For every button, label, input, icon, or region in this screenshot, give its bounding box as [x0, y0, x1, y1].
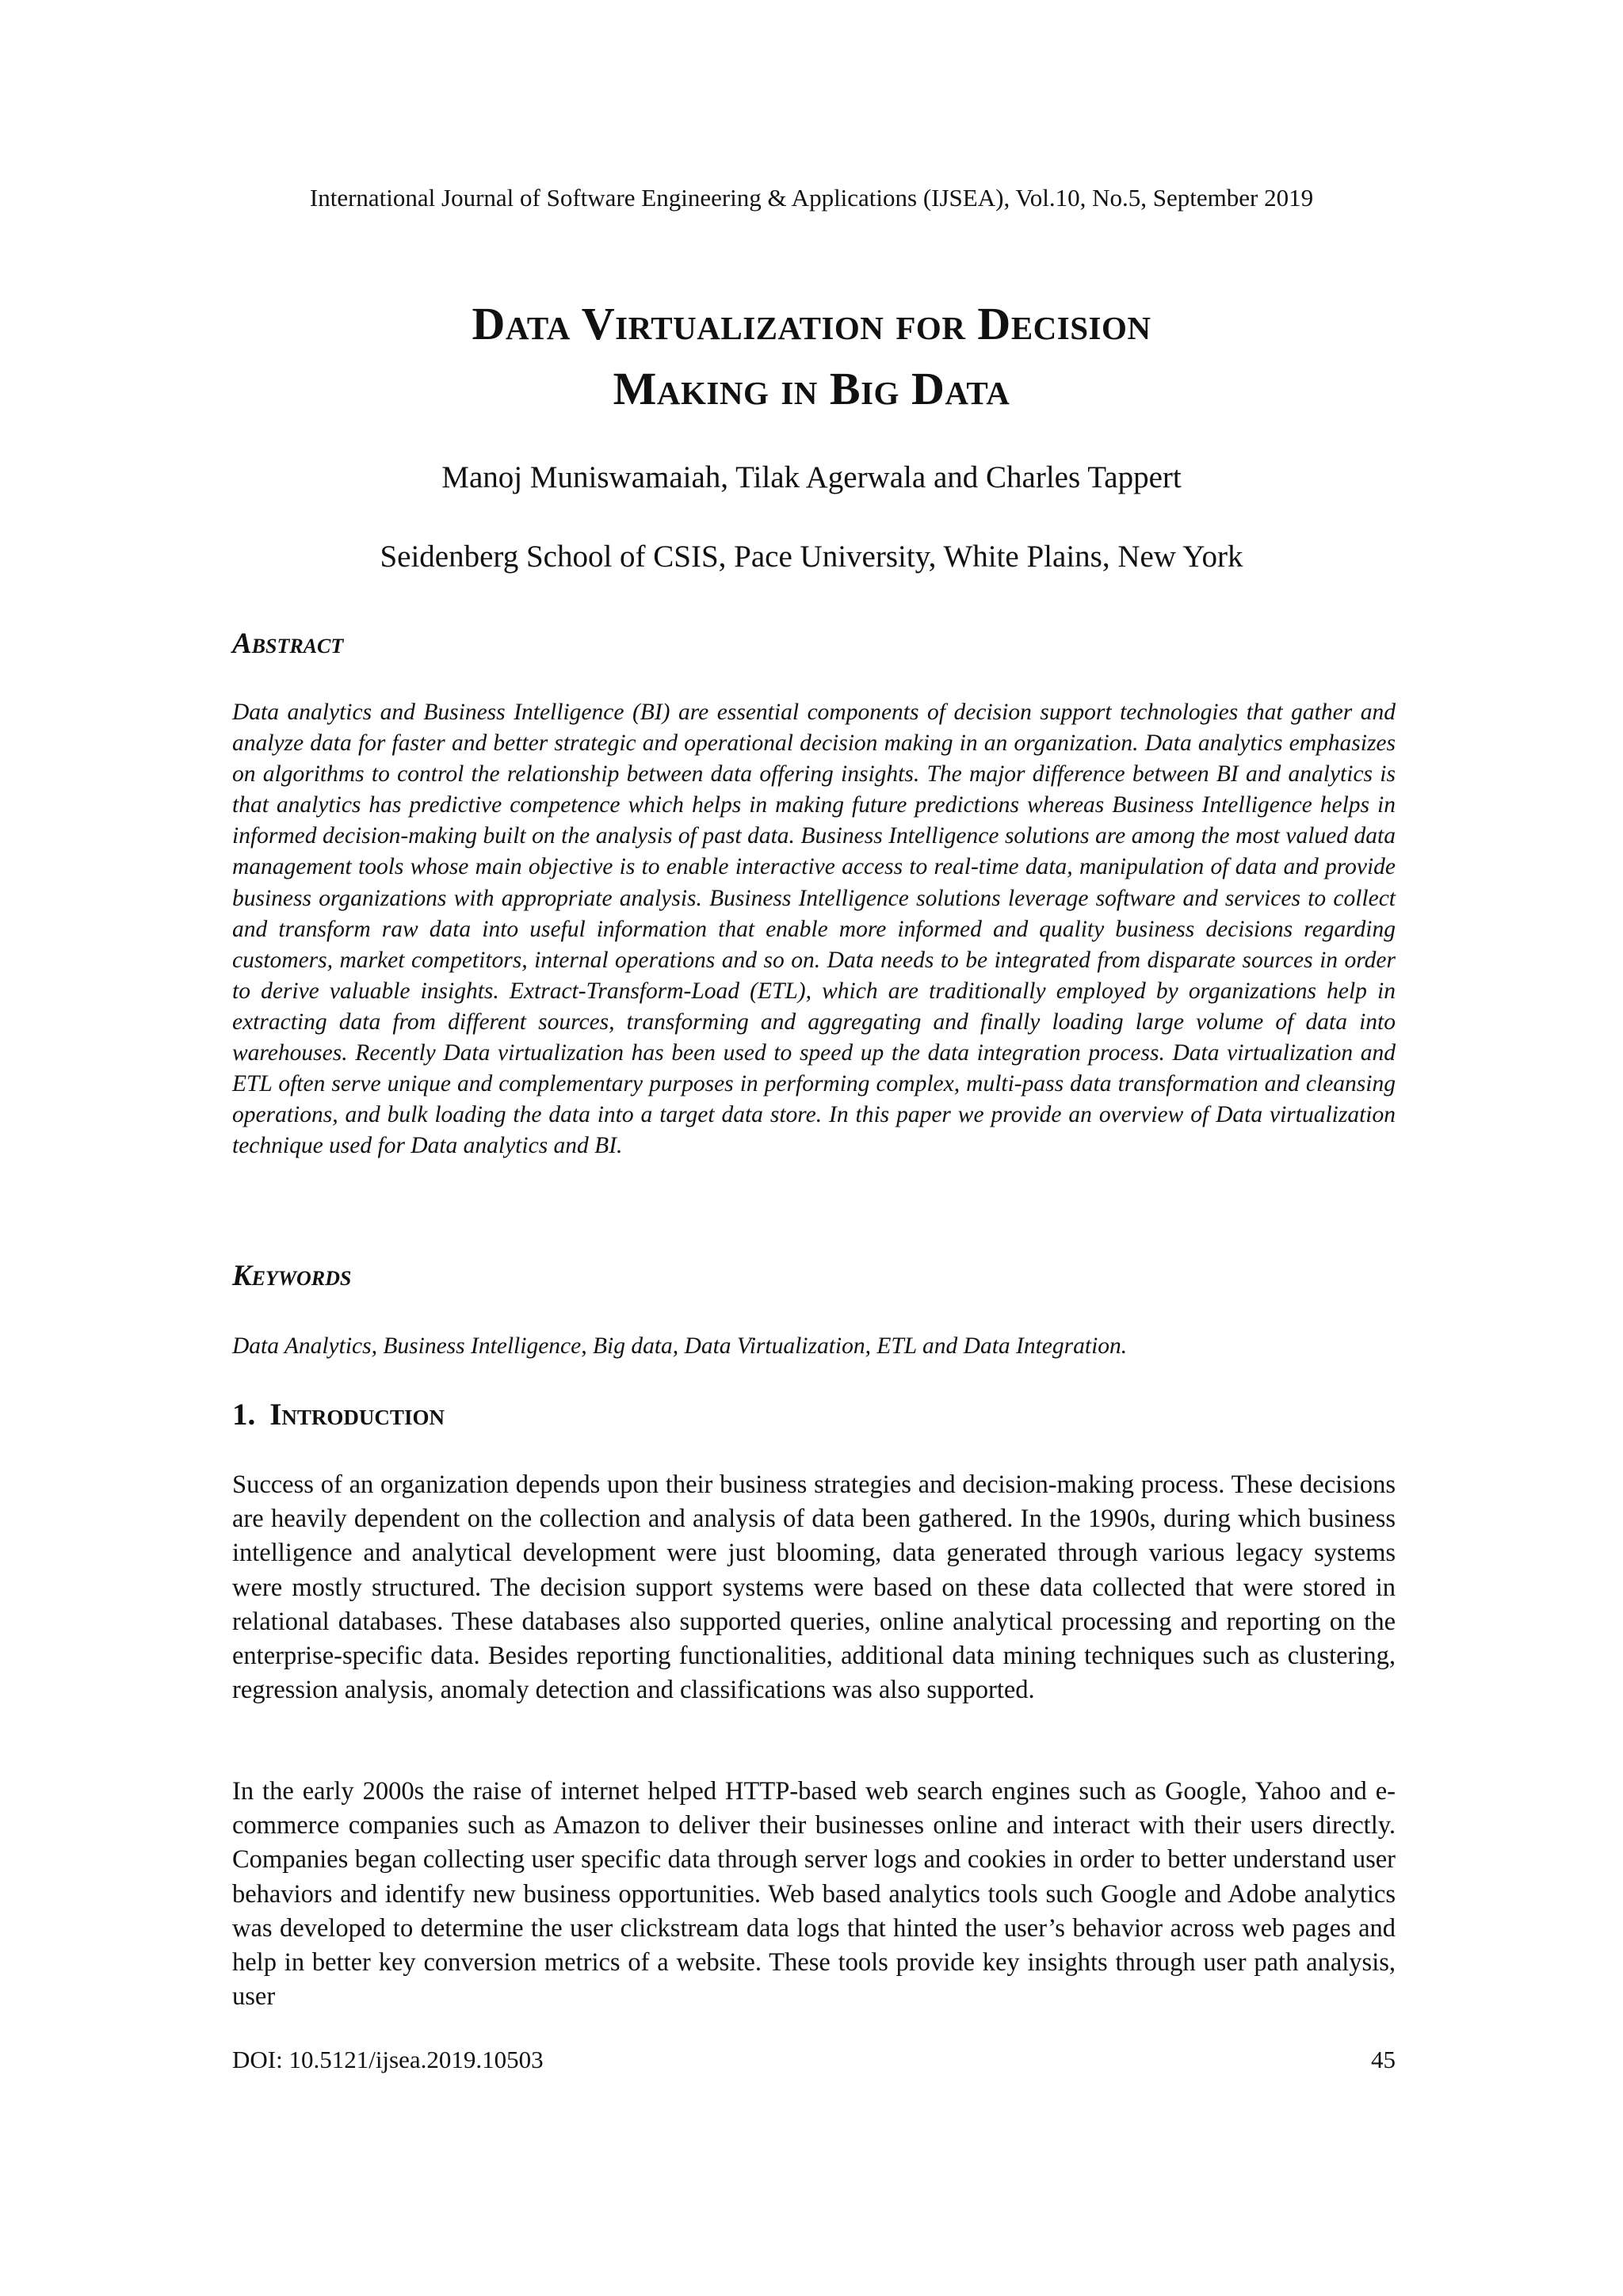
introduction-paragraph-2: In the early 2000s the raise of internet helped HTTP-based web search engines such as Google, Yahoo and e-commerce companies such as Amazon to deliver their businesses online and interact with their users directly. Companies began collecting user specific data through server logs and cookies in order to better understand user behaviors and identify new business opportunities. Web based analytics tools such Google and Adobe analytics was developed to determine the user clickstream data logs that hinted the user’s behavior across web pages and help in better key conversion metrics of a website. These tools provide key insights through user path analysis, user — [232, 1777, 1396, 2012]
paper-title — [0, 292, 1623, 421]
keywords-heading: Keywords — [232, 1260, 352, 1292]
section-title: Introduction — [269, 1398, 445, 1432]
introduction-heading — [232, 1396, 445, 1434]
author-affiliation: Seidenberg School of CSIS, Pace University, White Plains, New York — [380, 540, 1243, 574]
keywords-text: Data Analytics, Business Intelligence, Big data, Data Virtualization, ETL and Data Integration. — [232, 1333, 1128, 1359]
running-head: International Journal of Software Engineering & Applications (IJSEA), Vol.10, No.5, September 2019 — [309, 184, 1314, 212]
introduction-paragraph-1: Success of an organization depends upon their business strategies and decision-making process. These decisions are heavily dependent on the collection and analysis of data been gathered. In the 1990s, during which business intelligence and analytical development were just blooming, data generated through various legacy systems were mostly structured. The decision support systems were based on these data collected that were stored in relational databases. These databases also supported queries, online analytical processing and reporting on the enterprise-specific data. Besides reporting functionalities, additional data mining techniques such as clustering, regression analysis, anomaly detection and classifications was also supported. — [232, 1470, 1396, 1705]
abstract-heading: Abstract — [232, 627, 344, 660]
doi-link[interactable]: DOI: 10.5121/ijsea.2019.10503 — [232, 2046, 544, 2073]
abstract-text: Data analytics and Business Intelligence (BI) are essential components of decision support technologies that gather and analyze data for faster and better strategic and operational decision making in an organization. Data analytics emphasizes on algorithms to control the relationship between data offering insights. The major difference between BI and analytics is that analytics has predictive competence which helps in making future predictions whereas Business Intelligence helps in informed decision-making built on the analysis of past data. Business Intelligence solutions are among the most valued data management tools whose main objective is to enable interactive access to real-time data, manipulation of data and provide business organizations with appropriate analysis. Business Intelligence solutions leverage software and services to collect and transform raw data into useful information that enable more informed and quality business decisions regarding customers, market competitors, internal operations and so on. Data needs to be integrated from disparate sources in order to derive valuable insights. Extract-Transform-Load (ETL), which are traditionally employed by organizations help in extracting data from different sources, transforming and aggregating and finally loading large volume of data into warehouses. Recently Data virtualization has been used to speed up the data integration process. Data virtualization and ETL often serve unique and complementary purposes in performing complex, multi-pass data transformation and cleansing operations, and bulk loading the data into a target data store. In this paper we provide an overview of Data virtualization technique used for Data analytics and BI. — [232, 700, 1396, 1159]
author-list: Manoj Muniswamaiah, Tilak Agerwala and Charles Tappert — [441, 460, 1182, 494]
page-footer — [232, 2044, 1396, 2076]
section-number: 1. — [232, 1398, 256, 1432]
paper-title-line-2: Making in Big Data — [613, 363, 1010, 414]
page-number: 45 — [1371, 2046, 1396, 2073]
paper-title-line-1: Data Virtualization for Decision — [472, 298, 1151, 349]
